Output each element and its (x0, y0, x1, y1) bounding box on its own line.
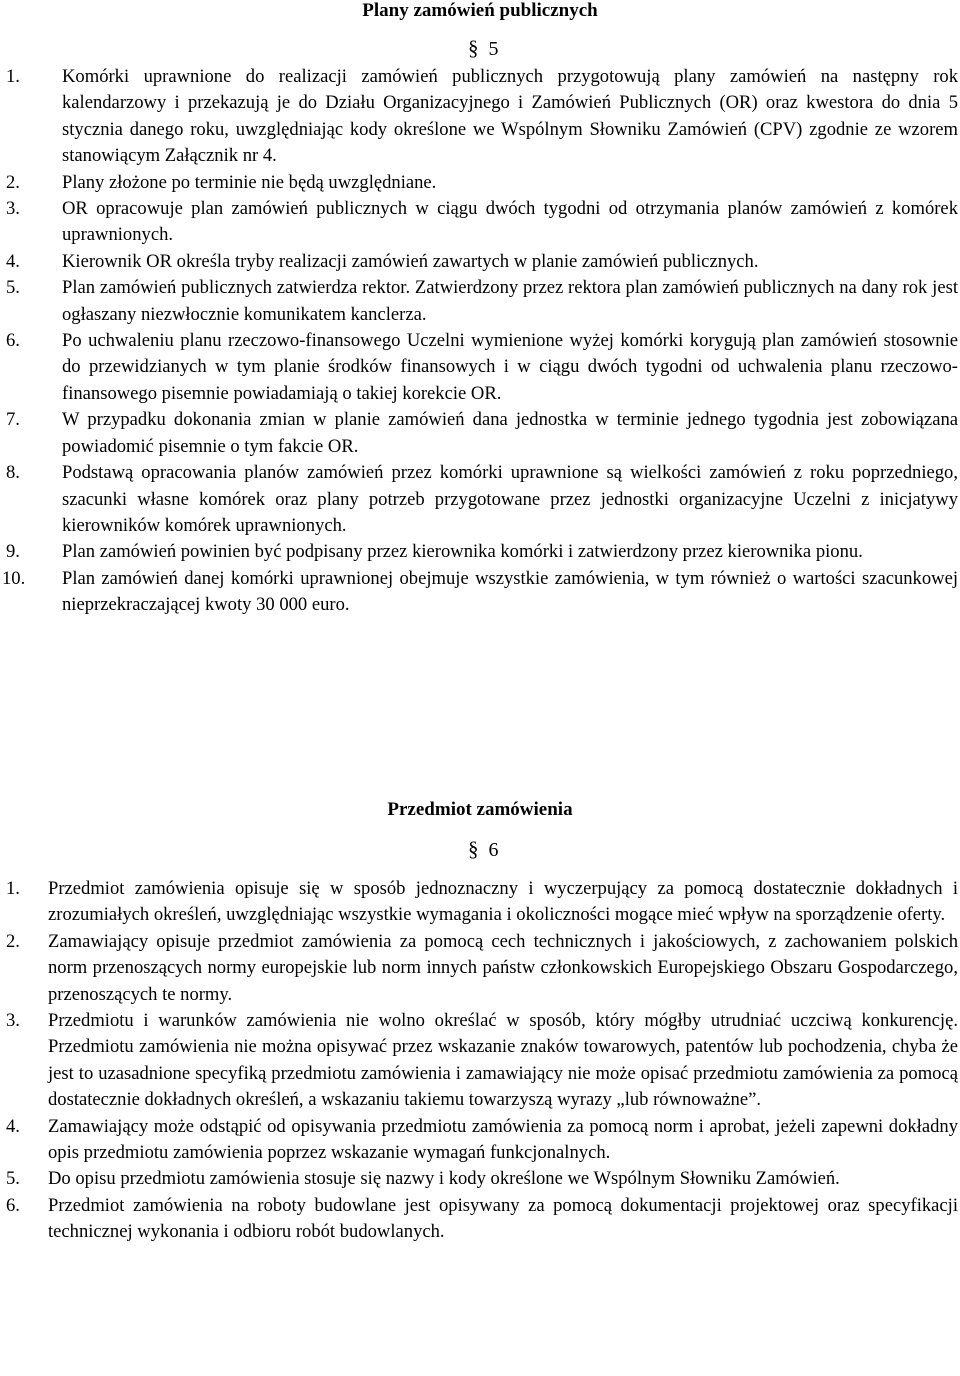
section-title-plany: Plany zamówień publicznych (362, 0, 598, 21)
list-item: 3. Przedmiotu i warunków zamówienia nie wolno określać w sposób, który mógłby utrudniać uczciwą konkurencję. Przedmiotu zamówienia nie można opisywać przez wskazanie znaków towarowych, patentów lub pochodzenia, chyba że jest to uzasadnione specyfiką przedmiotu zamówienia i zamawiający nie może opisać przedmiotu zamówienia za pomocą dostatecznie dokładnych określeń, a wskazaniu takiemu towarzyszą wyrazy „lub równoważne”. (6, 1010, 958, 1111)
list-item: 10. Plan zamówień danej komórki uprawnionej obejmuje wszystkie zamówienia, w tym również o wartości szacunkowej nieprzekraczającej kwoty 30 000 euro. (2, 567, 958, 616)
paragraph-marker-6 (468, 838, 499, 861)
section-sign-icon: § (468, 837, 479, 861)
list-item: 1. Przedmiot zamówienia opisuje się w sposób jednoznaczny i wyczerpujący za pomocą dostatecznie dokładnych i zrozumiałych określeń, uwzględniając wszystkie wymagania i okoliczności mogące mieć wpływ na sporządzenie oferty. (6, 878, 958, 926)
paragraph-marker-5 (468, 37, 499, 60)
list-item: 3. OR opracowuje plan zamówień publicznych w ciągu dwóch tygodni od otrzymania planów zamówień z komórek uprawnionych. (6, 198, 958, 246)
list-item: 1. Komórki uprawnione do realizacji zamówień publicznych przygotowują plany zamówień na następny rok kalendarzowy i przekazują je do Działu Organizacyjnego i Zamówień Publicznych (OR) oraz kwestora do dnia 5 stycznia danego roku, uwzględniając kody określone we Wspólnym Słowniku Zamówień (CPV) zgodnie ze wzorem stanowiącym Załącznik nr 4. (6, 66, 958, 167)
list-item: 9. Plan zamówień powinien być podpisany przez kierownika komórki i zatwierdzony przez kierownika pionu. (6, 541, 863, 563)
list-item: 2. Plany złożone po terminie nie będą uwzględniane. (6, 171, 437, 193)
list-item: 4. Kierownik OR określa tryby realizacji zamówień zawartych w planie zamówień publicznych. (6, 250, 759, 272)
section-sign-icon: § (468, 36, 479, 60)
list-item: 4. Zamawiający może odstąpić od opisywania przedmiotu zamówienia za pomocą norm i aprobat, jeżeli zapewni dokładny opis przedmiotu zamówienia poprzez wskazanie wymagań funkcjonalnych. (6, 1115, 958, 1164)
list-item: 5. Do opisu przedmiotu zamówienia stosuje się nazwy i kody określone we Wspólnym Słowniku Zamówień. (6, 1168, 840, 1190)
paragraph-number: 6 (488, 839, 499, 861)
list-item: 6. Przedmiot zamówienia na roboty budowlane jest opisywany za pomocą dokumentacji projektowej oraz specyfikacji technicznej wykonania i odbioru robót budowlanych. (6, 1194, 958, 1243)
plany-list (0, 64, 958, 619)
list-item: 7. W przypadku dokonania zmian w planie zamówień dana jednostka w terminie jednego tygodnia jest zobowiązana powiadomić pisemnie o tym fakcie OR. (6, 409, 958, 457)
paragraph-number: 5 (488, 38, 499, 60)
list-item: 8. Podstawą opracowania planów zamówień przez komórki uprawnione są wielkości zamówień z roku poprzedniego, szacunki własne komórek oraz plany potrzeb przygotowane przez jednostki organizacyjne Uczelni z inicjatywy kierowników komórek uprawnionych. (6, 462, 958, 536)
list-item: 6. Po uchwaleniu planu rzeczowo-finansowego Uczelni wymienione wyżej komórki korygują plan zamówień stosownie do przewidzianych w tym planie środków finansowych i w ciągu dwóch tygodni od uchwalenia planu rzeczowo-finansowego pisemnie powiadamiają o takiej korekcie OR. (6, 330, 958, 404)
list-item: 2. Zamawiający opisuje przedmiot zamówienia za pomocą cech technicznych i jakościowych, z zachowaniem polskich norm przenoszących normy europejskie lub norm innych państw członkowskich Europejskiego Obszaru Gospodarczego, przenoszących te normy. (6, 930, 958, 1005)
przedmiot-list (0, 876, 958, 1246)
list-item: 5. Plan zamówień publicznych zatwierdza rektor. Zatwierdzony przez rektora plan zamówień publicznych na dany rok jest ogłaszany niezwłocznie komunikatem kanclerza. (6, 277, 958, 325)
section-title-przedmiot: Przedmiot zamówienia (387, 799, 573, 820)
